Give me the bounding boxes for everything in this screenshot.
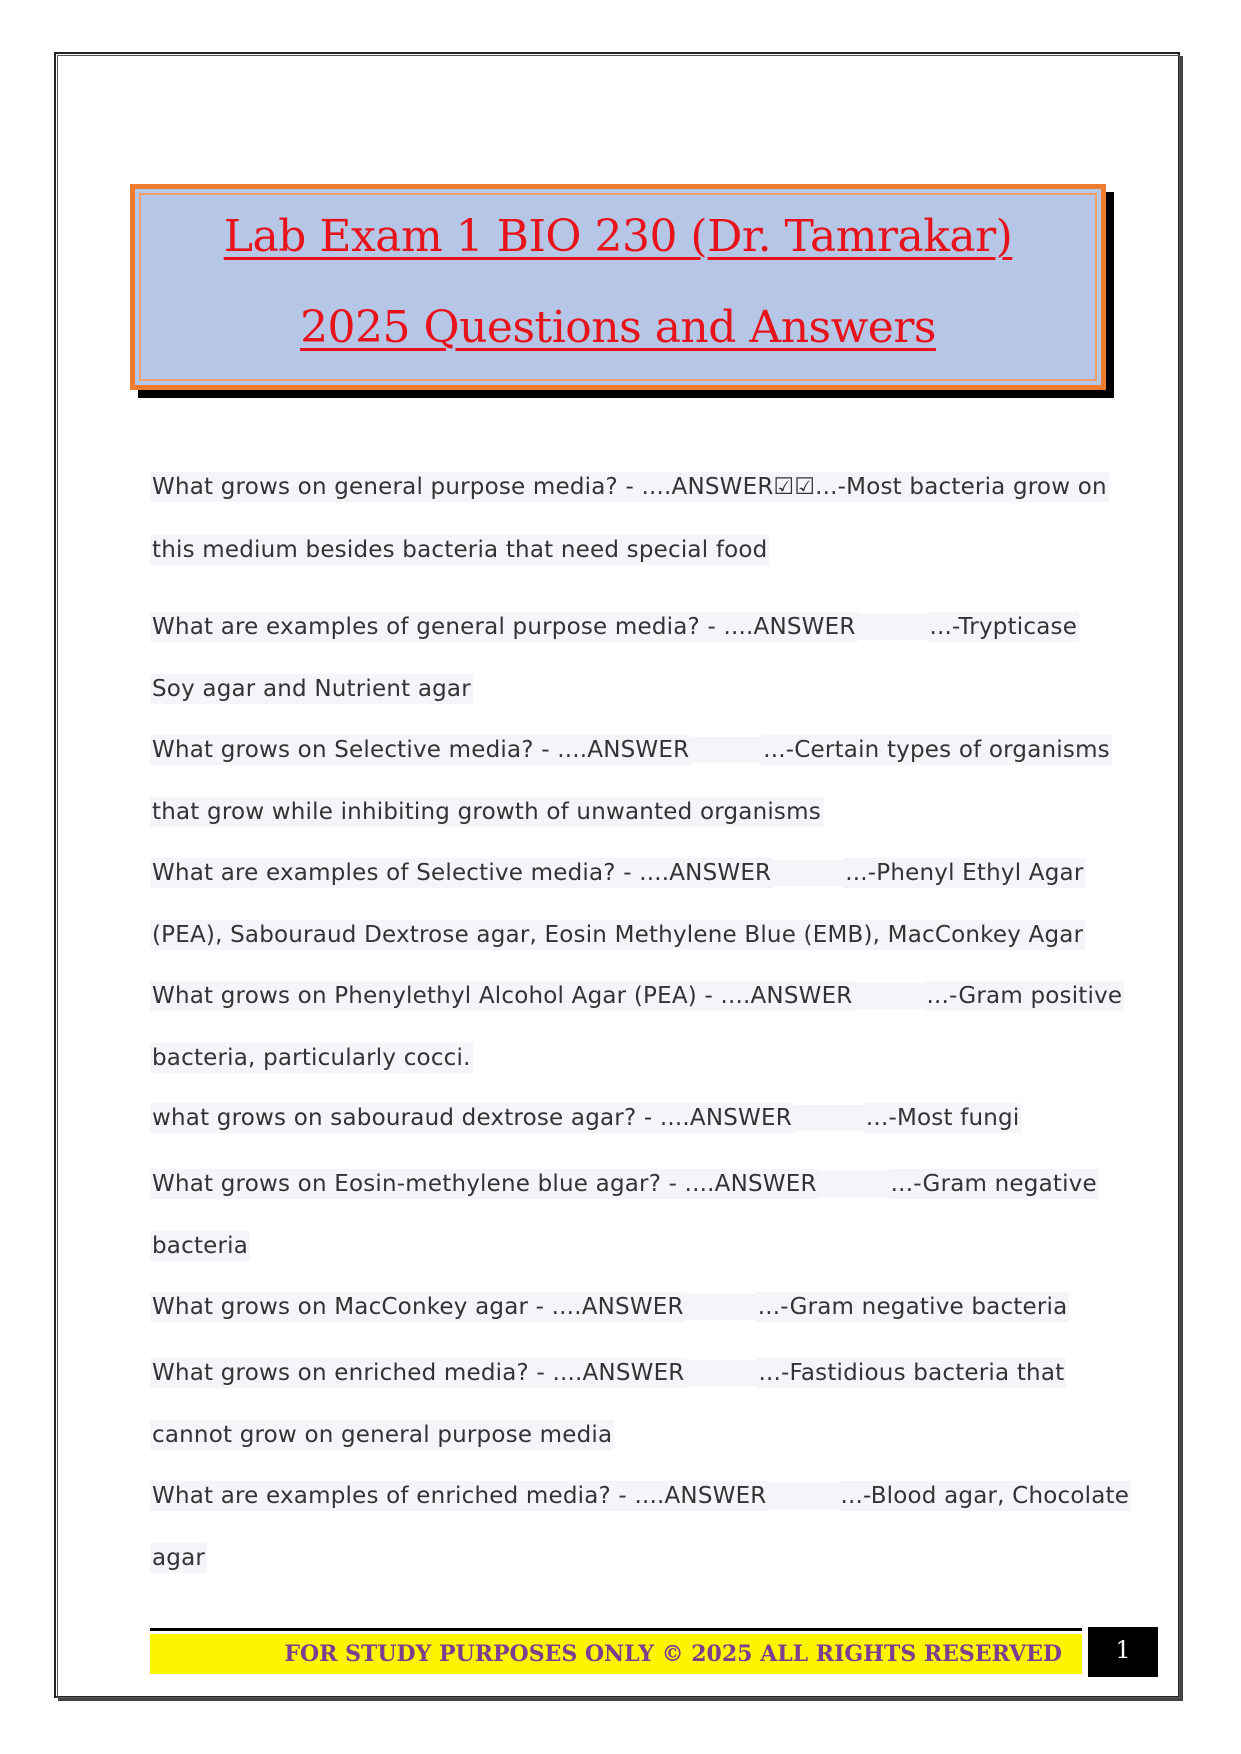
page-number: 1 xyxy=(1088,1627,1158,1677)
qa-gap xyxy=(691,737,761,763)
qa-line xyxy=(150,1045,1090,1071)
qa-line xyxy=(150,474,1107,500)
qa-line xyxy=(150,1483,1130,1509)
qa-text: What grows on general purpose media? - ....ANSWER☑☑...-Most bacteria grow on xyxy=(152,474,1107,500)
qa-line xyxy=(150,1294,1090,1320)
qa-text: What are examples of Selective media? - ....ANSWER xyxy=(152,860,772,886)
qa-text: this medium besides bacteria that need special food xyxy=(152,537,768,563)
qa-text: ...-Blood agar, Chocolate xyxy=(840,1483,1130,1509)
qa-gap xyxy=(687,1360,757,1386)
qa-text: What grows on enriched media? - ....ANSWER xyxy=(152,1360,685,1386)
qa-text: What grows on MacConkey agar - ....ANSWER xyxy=(152,1294,684,1320)
qa-gap xyxy=(768,1483,838,1509)
qa-text: cannot grow on general purpose media xyxy=(152,1422,613,1448)
qa-text: bacteria xyxy=(152,1233,249,1259)
qa-line xyxy=(150,860,1090,886)
title-box xyxy=(130,184,1106,390)
page-shadow-right xyxy=(1180,56,1183,1701)
qa-text: What are examples of general purpose media? - ....ANSWER xyxy=(152,614,856,640)
page-shadow-bottom xyxy=(58,1698,1183,1701)
qa-text: Soy agar and Nutrient agar xyxy=(152,676,471,702)
qa-text: what grows on sabouraud dextrose agar? - ....ANSWER xyxy=(152,1105,792,1131)
qa-line xyxy=(150,676,1090,702)
qa-text: ...-Gram positive xyxy=(926,983,1123,1009)
qa-line xyxy=(150,799,1090,825)
qa-text: (PEA), Sabouraud Dextrose agar, Eosin Methylene Blue (EMB), MacConkey Agar xyxy=(152,922,1084,948)
qa-text: agar xyxy=(152,1545,206,1571)
qa-gap xyxy=(855,983,925,1009)
footer-divider xyxy=(150,1628,1082,1631)
qa-text: that grow while inhibiting growth of unwanted organisms xyxy=(152,799,821,825)
qa-line xyxy=(150,1545,1090,1571)
qa-text: ...-Trypticase xyxy=(929,614,1078,640)
qa-gap xyxy=(819,1171,889,1197)
qa-text: What grows on Phenylethyl Alcohol Agar (PEA) - ....ANSWER xyxy=(152,983,853,1009)
qa-line xyxy=(150,1360,1090,1386)
qa-line xyxy=(150,922,1090,948)
qa-gap xyxy=(686,1294,756,1320)
qa-line xyxy=(150,614,1090,640)
title-line-2: 2025 Questions and Answers xyxy=(300,302,936,353)
qa-text: ...-Certain types of organisms xyxy=(763,737,1110,763)
qa-text: What grows on Eosin-methylene blue agar? - ....ANSWER xyxy=(152,1171,817,1197)
qa-text: ...-Most fungi xyxy=(865,1105,1020,1131)
qa-line xyxy=(150,1171,1097,1197)
qa-text: What grows on Selective media? - ....ANSWER xyxy=(152,737,690,763)
qa-line xyxy=(150,983,1123,1009)
qa-text: ...-Phenyl Ethyl Agar xyxy=(845,860,1084,886)
qa-gap xyxy=(773,860,843,886)
qa-gap xyxy=(858,614,928,640)
qa-text: ...-Gram negative bacteria xyxy=(757,1294,1068,1320)
qa-line xyxy=(150,537,1090,563)
footer-text: FOR STUDY PURPOSES ONLY © 2025 ALL RIGHTS RESERVED xyxy=(284,1641,1062,1667)
qa-line xyxy=(150,1105,1090,1131)
qa-text: bacteria, particularly cocci. xyxy=(152,1045,471,1071)
qa-text: ...-Fastidious bacteria that xyxy=(758,1360,1065,1386)
title-line-1: Lab Exam 1 BIO 230 (Dr. Tamrakar) xyxy=(223,211,1013,262)
qa-text: ...-Gram negative xyxy=(890,1171,1097,1197)
qa-gap xyxy=(794,1105,864,1131)
qa-text: What are examples of enriched media? - ....ANSWER xyxy=(152,1483,767,1509)
qa-line xyxy=(150,1422,1090,1448)
qa-line xyxy=(150,737,1110,763)
qa-line xyxy=(150,1233,1090,1259)
